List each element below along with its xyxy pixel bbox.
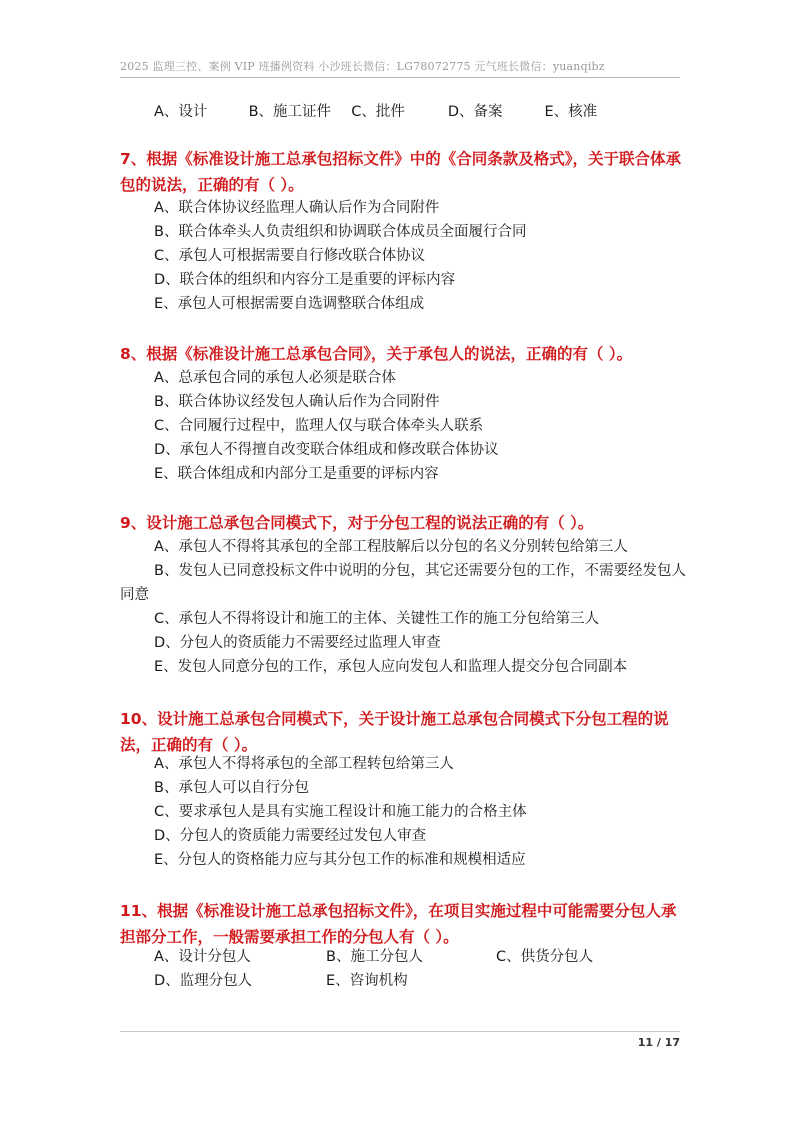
question-11-option-a: A、设计分包人	[154, 949, 251, 965]
question-7-option-c: C、承包人可根据需要自行修改联合体协议	[154, 248, 426, 264]
question-10-option-c: C、要求承包人是具有实施工程设计和施工能力的合格主体	[154, 804, 527, 820]
question-9-option-e: E、发包人同意分包的工作，承包人应向发包人和监理人提交分包合同副本	[154, 659, 628, 675]
question-10-option-e: E、分包人的资格能力应与其分包工作的标准和规模相适应	[154, 852, 526, 868]
question-8-option-c: C、合同履行过程中，监理人仅与联合体牵头人联系	[154, 418, 484, 434]
question-8-option-b: B、联合体协议经发包人确认后作为合同附件	[154, 394, 440, 410]
question-10-title: 10、设计施工总承包合同模式下，关于设计施工总承包合同模式下分包工程的说法，正确的有（ ）。	[120, 710, 669, 754]
page-header: 2025 监理三控、案例 VIP 班播例资料 小沙班长微信：LG78072775 元气班长微信：yuanqibz	[120, 60, 605, 73]
question-8-option-d: D、承包人不得擅自改变联合体组成和修改联合体协议	[154, 442, 499, 458]
question-11-option-b: B、施工分包人	[326, 949, 423, 965]
question-7-option-b: B、联合体牵头人负责组织和协调联合体成员全面履行合同	[154, 224, 527, 240]
question-8-title: 8、根据《标准设计施工总承包合同》，关于承包人的说法，正确的有（ ）。	[120, 345, 633, 363]
question-7-option-e: E、承包人可根据需要自选调整联合体组成	[154, 296, 425, 312]
question-9-option-b: B、发包人已同意投标文件中说明的分包，其它还需要分包的工作，不需要经发包人同意	[120, 563, 686, 603]
q6-option-a: A、设计	[154, 104, 208, 120]
q6-option-c: C、批件	[351, 104, 405, 120]
question-9-option-d: D、分包人的资质能力不需要经过监理人审查	[154, 635, 441, 651]
question-8-option-e: E、联合体组成和内部分工是重要的评标内容	[154, 466, 439, 482]
q6-option-b: B、施工证件	[248, 104, 332, 120]
q6-options	[154, 100, 597, 121]
question-11-option-c: C、供货分包人	[496, 949, 594, 965]
question-10-option-d: D、分包人的资质能力需要经过发包人审查	[154, 828, 427, 844]
q6-option-e: E、核准	[544, 104, 598, 120]
question-10-option-a: A、承包人不得将承包的全部工程转包给第三人	[154, 756, 454, 772]
footer-divider	[120, 1031, 680, 1032]
page-number: 11 / 17	[637, 1036, 680, 1049]
question-8-option-a: A、总承包合同的承包人必须是联合体	[154, 370, 396, 386]
question-9-title: 9、设计施工总承包合同模式下，对于分包工程的说法正确的有（ ）。	[120, 514, 594, 532]
header-divider	[120, 77, 680, 78]
question-9-option-c: C、承包人不得将设计和施工的主体、关键性工作的施工分包给第三人	[154, 611, 600, 627]
question-11-title: 11、根据《标准设计施工总承包招标文件》，在项目实施过程中可能需要分包人承担部分工作，一般需要承担工作的分包人有（ ）。	[120, 902, 677, 946]
question-7-option-d: D、联合体的组织和内容分工是重要的评标内容	[154, 272, 456, 288]
question-10-option-b: B、承包人可以自行分包	[154, 780, 309, 796]
question-11-option-d: D、监理分包人	[154, 973, 253, 989]
question-7-title: 7、根据《标准设计施工总承包招标文件》中的《合同条款及格式》，关于联合体承包的说法，正确的有（ ）。	[120, 150, 682, 194]
question-11-option-e: E、咨询机构	[326, 973, 408, 989]
q6-option-d: D、备案	[447, 104, 503, 120]
question-7-option-a: A、联合体协议经监理人确认后作为合同附件	[154, 200, 440, 216]
question-9-option-a: A、承包人不得将其承包的全部工程肢解后以分包的名义分别转包给第三人	[154, 539, 628, 555]
